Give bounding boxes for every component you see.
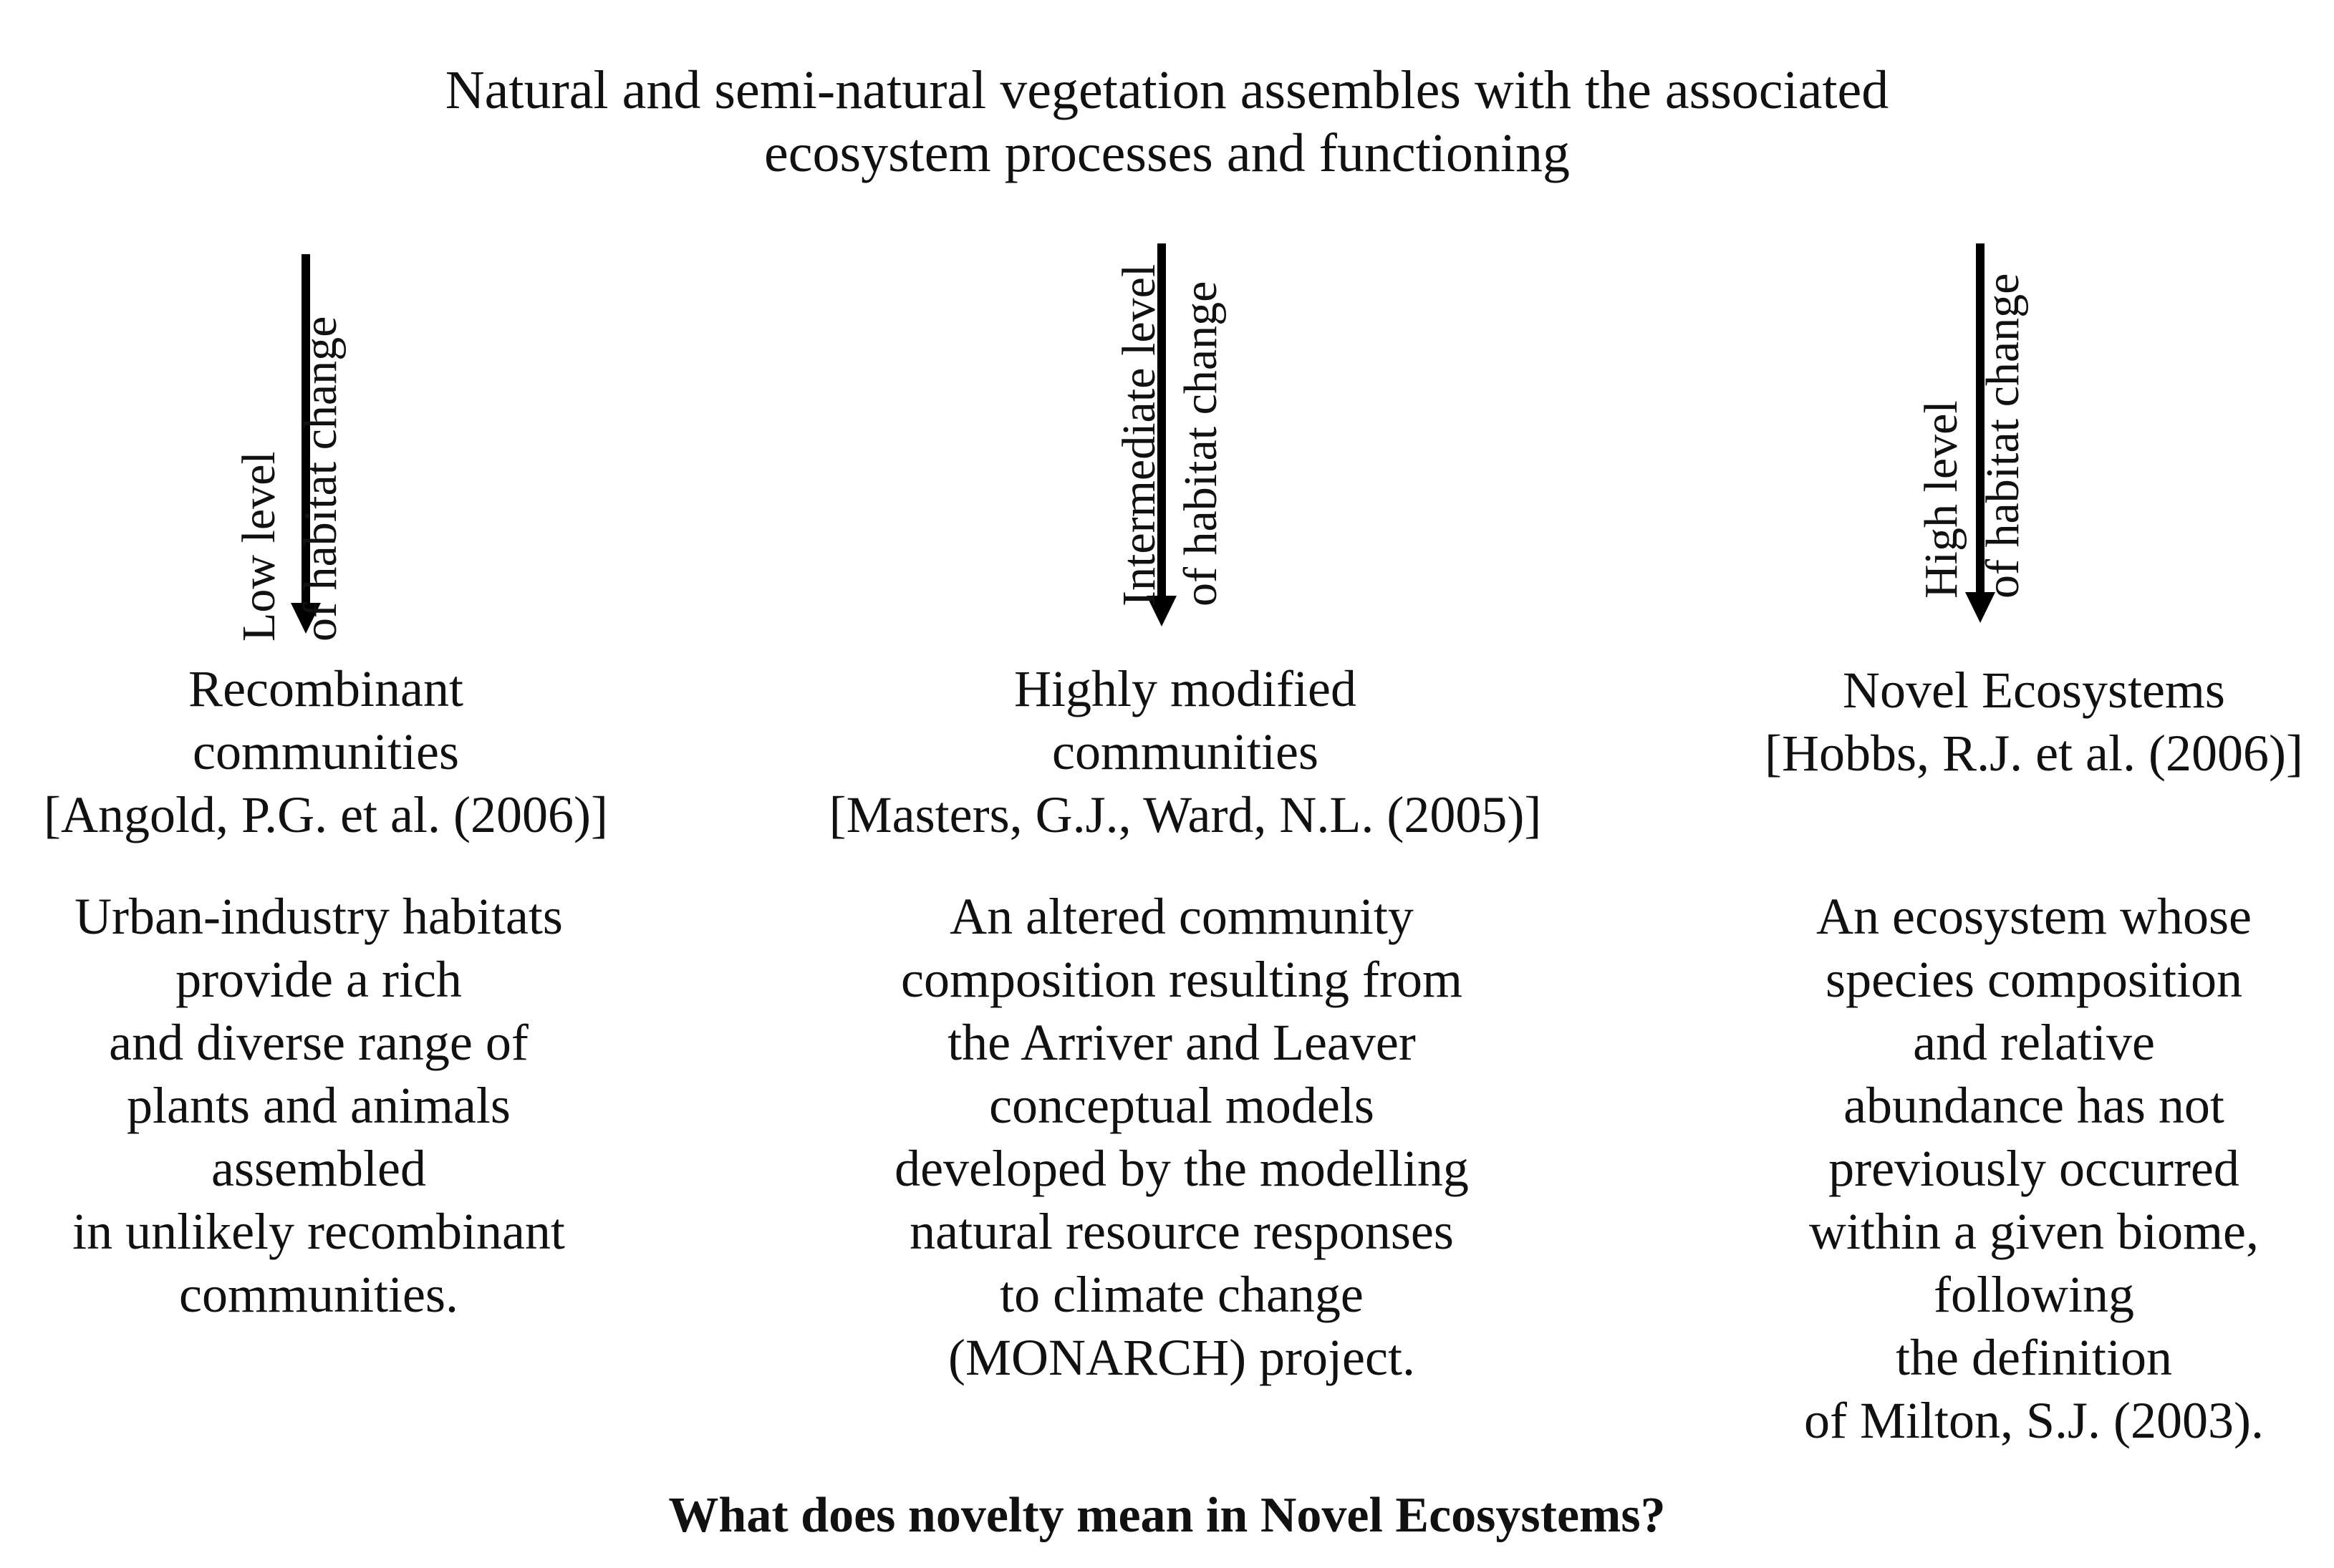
heading-highly-modified-line-1: Highly modified (1014, 660, 1356, 717)
arrow-label-intermediate-line-2: of habitat change (1175, 281, 1227, 606)
description-line: provide a rich (175, 951, 462, 1008)
description-highly-modified (824, 885, 1540, 1389)
citation-hobbs: [Hobbs, R.J. et al. (2006)] (1765, 725, 2303, 782)
description-line: following (1934, 1266, 2134, 1323)
description-line: abundance has not (1843, 1077, 2224, 1134)
heading-highly-modified-line-2: communities (1052, 723, 1318, 780)
description-line: and relative (1913, 1014, 2155, 1071)
description-line: species composition (1826, 951, 2242, 1008)
arrow-label-intermediate-line-1: Intermediate level (1113, 263, 1165, 606)
description-line: An altered community (950, 888, 1414, 945)
description-line: the Arriver and Leaver (947, 1014, 1416, 1071)
heading-recombinant-line-1: Recombinant (188, 660, 463, 717)
description-novel-ecosystems (1755, 885, 2313, 1452)
arrow-label-high-line-1: High level (1915, 400, 1967, 599)
citation-angold: [Angold, P.G. et al. (2006)] (44, 786, 608, 843)
description-line: An ecosystem whose (1816, 888, 2252, 945)
citation-masters-ward: [Masters, G.J., Ward, N.L. (2005)] (829, 786, 1542, 843)
arrow-label-low (228, 298, 352, 642)
description-line: Urban-industry habitats (74, 888, 563, 945)
description-line: (MONARCH) project. (948, 1329, 1415, 1386)
title-line-1: Natural and semi-natural vegetation assembles with the associated (445, 60, 1889, 120)
description-line: communities. (179, 1266, 458, 1323)
description-line: plants and animals (127, 1077, 511, 1134)
description-line: the definition (1896, 1329, 2172, 1386)
heading-recombinant (0, 657, 652, 846)
title-line-2: ecosystem processes and functioning (764, 123, 1570, 183)
description-line: conceptual models (989, 1077, 1374, 1134)
footer-question: What does novelty mean in Novel Ecosystems? (668, 1488, 1666, 1543)
description-recombinant (0, 885, 637, 1326)
heading-recombinant-line-2: communities (193, 723, 459, 780)
description-line: assembled (211, 1140, 426, 1197)
heading-novel-ecosystems-line-1: Novel Ecosystems (1843, 662, 2225, 719)
description-line: within a given biome, (1809, 1203, 2259, 1260)
arrow-label-low-line-2: of habitat change (294, 316, 347, 642)
description-line: composition resulting from (901, 951, 1462, 1008)
description-line: in unlikely recombinant (72, 1203, 565, 1260)
description-line: natural resource responses (910, 1203, 1454, 1260)
arrow-label-low-line-1: Low level (233, 451, 285, 642)
heading-novel-ecosystems (1740, 659, 2328, 785)
arrow-label-high-line-2: of habitat change (1977, 273, 2029, 599)
description-line: and diverse range of (109, 1014, 529, 1071)
description-line: to climate change (1000, 1266, 1364, 1323)
arrow-label-high (1911, 241, 2034, 599)
description-line: of Milton, S.J. (2003). (1803, 1392, 2265, 1449)
arrow-label-intermediate (1109, 227, 1232, 606)
description-line: developed by the modelling (894, 1140, 1469, 1197)
description-line: previously occurred (1828, 1140, 2239, 1197)
heading-highly-modified (788, 657, 1583, 846)
